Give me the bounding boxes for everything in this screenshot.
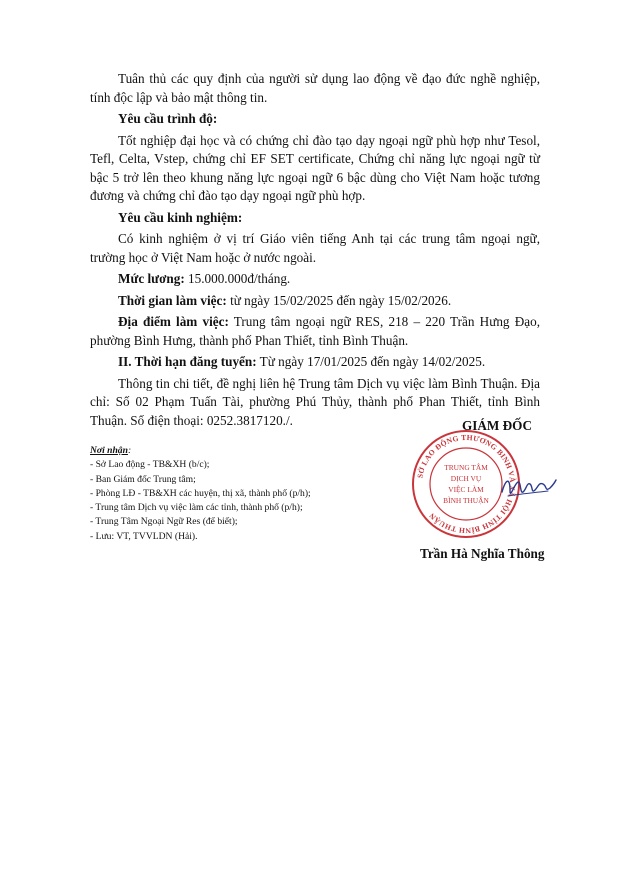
recipient-item: - Lưu: VT, TVVLDN (Hải). xyxy=(90,530,198,542)
work-period-value: từ ngày 15/02/2025 đến ngày 15/02/2026. xyxy=(226,292,452,308)
recipient-item: - Sở Lao động - TB&XH (b/c); xyxy=(90,459,210,471)
recipients-title: Nơi nhận xyxy=(90,445,128,456)
salary-value: 15.000.000đ/tháng. xyxy=(184,271,291,286)
posting-deadline-label: II. Thời hạn đăng tuyển: xyxy=(118,354,257,369)
paragraph-contact: Thông tin chi tiết, đề nghị liên hệ Trung tâm Dịch vụ việc làm Bình Thuận. Địa chỉ: Số 02 Phạm Tuấn Tài, phường Phú Thủy, thành phố Phan Thiết, tỉnh Bình Thuận. Số điện thoại: 0252.3817120./. xyxy=(90,375,540,428)
recipients-heading xyxy=(90,444,410,458)
salary-line xyxy=(90,270,540,289)
paragraph-compliance: Tuân thủ các quy định của người sử dụng lao động về đạo đức nghề nghiệp, tính độc lập và bảo mật thông tin. xyxy=(90,71,540,105)
work-period-label: Thời gian làm việc: xyxy=(118,292,227,308)
document-body xyxy=(90,70,540,433)
posting-deadline-line xyxy=(90,353,540,372)
heading-qualification: Yêu cầu trình độ: xyxy=(118,111,218,126)
paragraph-qualification: Tốt nghiệp đại học và có chứng chỉ đào tạo dạy ngoại ngữ phù hợp như Tesol, Tefl, Celta, Vstep, chứng chỉ EF SET certificate, Chứng chỉ năng lực ngoại ngữ từ bậc 5 trở lên theo khung năng lực ngoại ngữ 6 bậc dùng cho Việt Nam hoặc tương đương và chứng chỉ đào tạo dạy ngoại ngữ phù hợp. xyxy=(90,132,540,203)
position-title: GIÁM ĐỐC xyxy=(462,418,532,433)
recipient-item: - Trung tâm Dịch vụ việc làm các tỉnh, thành phố (p/h); xyxy=(90,502,303,514)
work-location-line xyxy=(90,313,540,350)
recipients-block xyxy=(90,444,410,544)
signer-name: Trần Hà Nghĩa Thông xyxy=(420,546,545,561)
stamp-center-line: BÌNH THUẬN xyxy=(443,496,489,505)
work-location-label: Địa điểm làm việc: xyxy=(118,314,229,329)
stamp-center-line: VIỆC LÀM xyxy=(448,485,484,494)
recipient-item: - Trung Tâm Ngoại Ngữ Res (để biết); xyxy=(90,516,238,528)
handwritten-signature xyxy=(498,470,558,506)
salary-label: Mức lương: xyxy=(118,271,185,286)
recipient-item: - Ban Giám đốc Trung tâm; xyxy=(90,473,196,485)
posting-deadline-value: Từ ngày 17/01/2025 đến ngày 14/02/2025. xyxy=(256,354,486,369)
paragraph-experience: Có kinh nghiệm ở vị trí Giáo viên tiếng Anh tại các trung tâm ngoại ngữ, trường học ở Việt Nam hoặc ở nước ngoài. xyxy=(90,231,540,265)
stamp-center-line: DỊCH VỤ xyxy=(450,474,482,483)
recipients-colon: : xyxy=(127,445,132,456)
recipient-item: - Phòng LĐ - TB&XH các huyện, thị xã, thành phố (p/h); xyxy=(90,487,311,499)
stamp-center-line: TRUNG TÂM xyxy=(444,463,488,472)
work-location-value: Trung tâm ngoại ngữ RES, 218 – 220 Trần Hưng Đạo, phường Bình Hưng, thành phố Phan Thiết, tỉnh Bình Thuận. xyxy=(90,314,541,348)
work-period-line xyxy=(90,292,540,311)
heading-experience: Yêu cầu kinh nghiệm: xyxy=(118,209,243,225)
stamp-ring-text: SỞ LAO ĐỘNG THƯƠNG BINH VÀ XÃ HỘI TỈNH BÌNH THUẬN xyxy=(415,432,518,536)
